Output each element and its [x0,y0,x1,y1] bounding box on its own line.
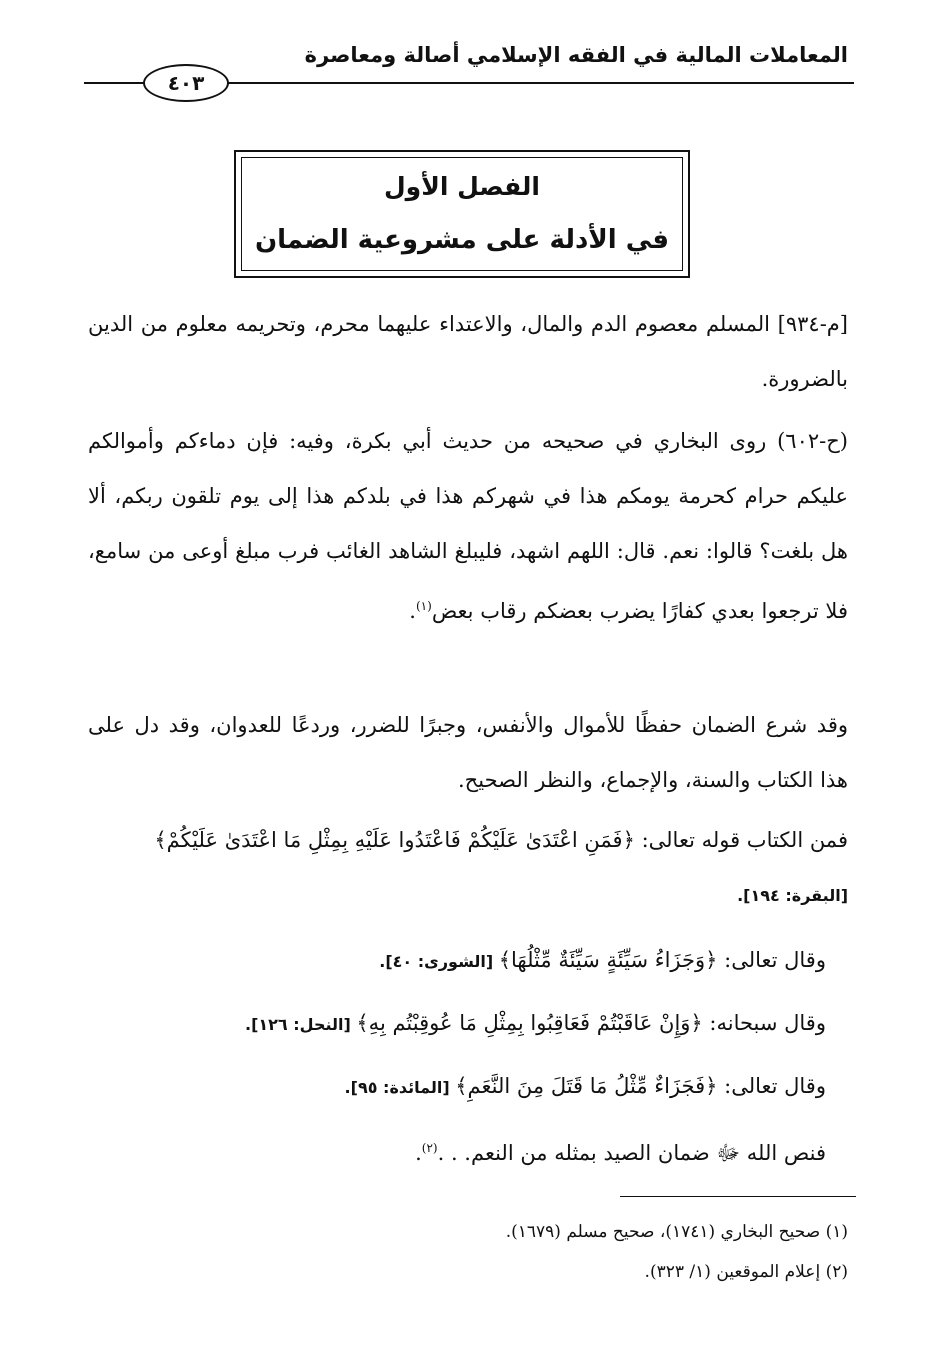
verse-maidah [86,1066,826,1108]
conclusion-end: . [415,1141,422,1165]
hadith-end: . [409,599,416,623]
verse-text: ﴿وَجَزَاءُ سَيِّئَةٍ سَيِّئَةٌ مِّثْلُهَا﴾ [498,948,718,972]
footnote-2: (٢) إعلام الموقعين (١/ ٣٢٣). [644,1262,848,1282]
footnote-1: (١) صحيح البخاري (١٧٤١)، صحيح مسلم (١٦٧٩). [505,1222,848,1242]
footnote-marker-1: (١) [415,599,432,613]
running-header-title: المعاملات المالية في الفقه الإسلامي أصالة ومعاصرة [304,43,848,67]
paragraph-hadith [88,414,848,639]
paragraph-legitimacy: وقد شرع الضمان حفظًا للأموال والأنفس، وجبرًا للضرر، وردعًا للعدوان، وقد دل على هذا الكتاب والسنة، والإجماع، والنظر الصحيح. [88,713,848,792]
verse-intro: وقال سبحانه: [702,1011,826,1035]
footnote-separator [620,1196,856,1197]
verse-intro: فمن الكتاب قوله تعالى: [634,828,848,852]
verse-reference: [المائدة: ٩٥]. [344,1078,456,1097]
verse-shura [86,940,826,982]
page-number: ٤٠٣ [143,64,229,102]
conclusion-line [86,1128,826,1173]
hadith-text: (ح-٦٠٢) روى البخاري في صحيحه من حديث أبي بكرة، وفيه: فإن دماءكم وأموالكم عليكم حرام كحرمة يومكم هذا في شهركم هذا في بلدكم هذا إلى يوم تلقون ربكم، ألا هل بلغت؟ قالوا: نعم. قال: اللهم اشهد، فليبلغ الشاهد الغائب فرب مبلغ أوعى من سامع، فلا ترجعوا بعدي كفارًا يضرب بعضكم رقاب بعض [88,429,848,623]
chapter-title-box [234,150,690,278]
verse-reference: [النحل: ١٢٦]. [245,1015,357,1034]
verse-baqarah [88,820,848,860]
conclusion-text: فنص الله ﷻ ضمان الصيد بمثله من النعم. . . [437,1141,826,1165]
verse-intro: وقال تعالى: [717,1074,826,1098]
verse-text: ﴿فَجَزَاءٌ مِّثْلُ مَا قَتَلَ مِنَ النَّعَمِ﴾ [455,1074,718,1098]
verse-intro: وقال تعالى: [717,948,826,972]
verse-nahl [86,1003,826,1045]
paragraph-ruling: [م-٩٣٤] المسلم معصوم الدم والمال، والاعتداء عليهما محرم، وتحريمه معلوم من الدين بالضرورة. [88,312,848,391]
verse-text: ﴿وَإِنْ عَاقَبْتُمْ فَعَاقِبُوا بِمِثْلِ مَا عُوقِبْتُم بِهِ﴾ [356,1011,703,1035]
chapter-title-line2: في الأدلة على مشروعية الضمان [254,225,670,255]
verse-reference: [الشورى: ٤٠]. [379,952,499,971]
footnote-marker-2: (٢) [421,1141,438,1155]
chapter-title-line1: الفصل الأول [383,172,541,201]
verse-text: ﴿فَمَنِ اعْتَدَىٰ عَلَيْكُمْ فَاعْتَدُوا عَلَيْهِ بِمِثْلِ مَا اعْتَدَىٰ عَلَيْكُمْ﴾ [154,828,635,852]
verse-reference-baqarah: [البقرة: ١٩٤]. [737,886,848,905]
